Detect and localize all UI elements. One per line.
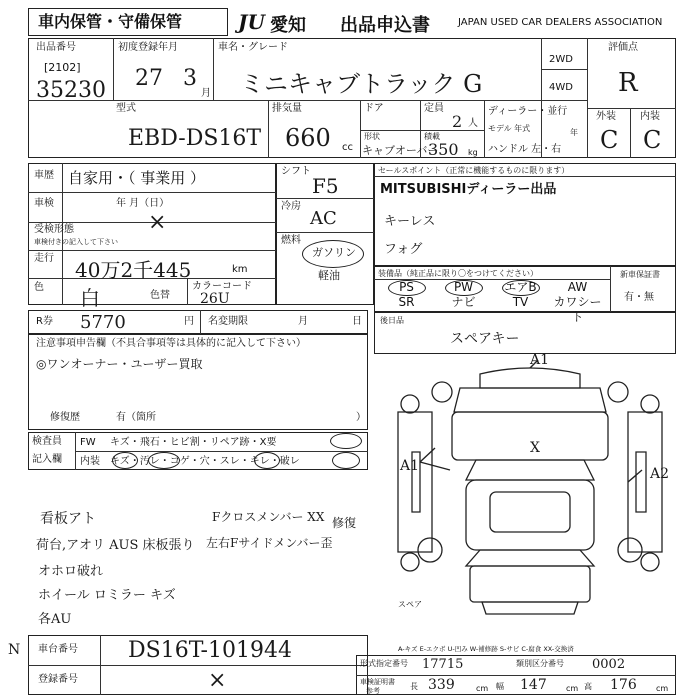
- color-code: 26U: [200, 291, 230, 307]
- form-title: 出品申込書: [340, 15, 430, 36]
- n-mark: N: [8, 642, 21, 658]
- chassis-label: 車台番号: [38, 644, 78, 655]
- model-label: 型式: [116, 103, 136, 114]
- regnum-value: ×: [208, 668, 227, 693]
- car-name: ミニキャブトラック G: [240, 70, 483, 98]
- interior-grade: C: [643, 126, 662, 154]
- damage-mark-center: X: [530, 440, 540, 456]
- damage-mark-right: A2: [650, 466, 670, 482]
- fuel-gasoline: ガソリン: [312, 246, 356, 259]
- cert-label: 車検証明書: [360, 678, 395, 686]
- remark-2: 荷台,アオリ AUS 床板張り: [36, 538, 195, 553]
- remark-5: 各AU: [38, 612, 72, 627]
- damage-mark-left: A1: [400, 458, 420, 474]
- notes-title: 注意事項申告欄（不具合事項等は具体的に記入して下さい）: [36, 338, 306, 349]
- shift-label: シフト: [281, 166, 311, 177]
- handle-label: ハンドル 左・右: [488, 144, 562, 155]
- fuel-label: 燃料: [281, 235, 301, 246]
- drive-4wd: 4WD: [549, 82, 573, 93]
- shape-value: キャブオーバー: [362, 144, 439, 157]
- interior-label: 内装: [640, 111, 660, 122]
- load-value: 350: [428, 140, 459, 159]
- damage-mark-top: A1: [530, 352, 550, 368]
- equipment-item: AW: [567, 280, 588, 294]
- chassis-value: DS16T-101944: [128, 638, 292, 663]
- ref-label: 参考: [366, 687, 380, 695]
- recycle-row: [28, 310, 368, 334]
- equipment-item: エアB: [504, 280, 537, 294]
- recycle-label: R券: [36, 316, 53, 327]
- remark-right-note: 修復: [332, 516, 357, 530]
- class-value: 0002: [592, 657, 626, 672]
- car-diagram: [380, 352, 676, 630]
- damage-legend: A-キズ E-エクボ U-凹み W-補修跡 S-サビ C-腐食 XX-交換済: [398, 645, 574, 653]
- inspection-label: 車検: [34, 198, 54, 209]
- lot-label: 出品番号: [36, 42, 76, 53]
- recycle-yen: 円: [184, 316, 194, 327]
- color-value: 白: [80, 286, 100, 310]
- mileage-label: 走行: [34, 253, 54, 264]
- inspector-row2-tag: 内装: [80, 456, 100, 467]
- capacity-unit: 人: [468, 118, 478, 129]
- equipment-circle: [502, 280, 540, 296]
- length-value: 339: [428, 677, 455, 693]
- remark-3: オホロ破れ: [38, 564, 104, 579]
- color-label: 色: [34, 282, 44, 293]
- drive-2wd: 2WD: [549, 54, 573, 65]
- capacity-label: 定員: [424, 103, 444, 114]
- cc-unit: cc: [342, 142, 353, 153]
- equipment-title: 装備品（純正品に限り〇をつけてください）: [378, 269, 538, 278]
- ju-logo: JU: [238, 10, 265, 34]
- type-value: 17715: [422, 657, 464, 672]
- first-reg-label: 初度登録年月: [118, 42, 178, 53]
- inspector-row2: キズ・汚レ・コゲ・穴・スレ・キレ・破レ: [110, 456, 300, 467]
- width-unit: cm: [566, 684, 579, 693]
- height-label: 高: [584, 682, 592, 691]
- repair-value: 有（箇所: [116, 412, 156, 423]
- receipt-note: 車検付きの記入して下さい: [34, 238, 118, 246]
- equipment-item: PW: [453, 280, 474, 294]
- warranty-label: 新車保証書: [620, 270, 660, 279]
- after-items-box: [374, 312, 676, 354]
- remark-1: 看板アト: [40, 511, 96, 527]
- equipment-item: PS: [399, 280, 414, 294]
- ac-label: 冷房: [281, 201, 301, 212]
- inspector-row1-tag: FW: [80, 437, 96, 448]
- height-unit: cm: [656, 684, 669, 693]
- width-label: 幅: [496, 682, 504, 691]
- lot-sub: [2102]: [44, 61, 81, 74]
- load-label: 積載: [424, 132, 440, 141]
- reg-month: 3: [183, 66, 197, 91]
- class-label: 類別区分番号: [516, 659, 564, 668]
- height-value: 176: [610, 677, 637, 693]
- equipment-item: SR: [398, 295, 415, 309]
- color-code-label: カラーコード: [192, 281, 252, 292]
- exterior-label: 外装: [596, 111, 616, 122]
- fuel-light-oil: 軽油: [318, 269, 340, 282]
- width-value: 147: [520, 677, 547, 693]
- exterior-grade: C: [600, 126, 619, 154]
- length-label: 長: [410, 682, 418, 691]
- warranty-value: 有・無: [624, 292, 654, 303]
- receipt-label: 受検形態: [34, 224, 74, 235]
- sales-keyless: キーレス: [384, 214, 436, 229]
- shape-label: 形状: [364, 132, 380, 141]
- eval-score: R: [618, 68, 638, 98]
- org-name: 愛知: [270, 15, 306, 36]
- history-value: 自家用・（ 事業用 ）: [68, 169, 206, 187]
- ac-value: AC: [310, 208, 337, 229]
- lot-number: 35230: [36, 78, 106, 103]
- model-code: EBD-DS16T: [128, 126, 262, 151]
- model-year-label: モデル 年式: [488, 124, 531, 133]
- eval-label: 評価点: [608, 42, 638, 53]
- repair-close: ）: [356, 412, 366, 423]
- length-unit: cm: [476, 684, 489, 693]
- km-unit: km: [232, 264, 248, 275]
- repair-label: 修復歴: [50, 412, 80, 423]
- inspector-label-2: 記入欄: [32, 454, 62, 465]
- spare-label: スペア: [398, 600, 422, 609]
- equipment-item: カワシート: [553, 295, 602, 324]
- kg-unit: kg: [468, 148, 478, 157]
- inspector-label-1: 検査員: [32, 436, 62, 447]
- inspection-mark: ×: [148, 210, 167, 235]
- dealer-label: ディーラー・並行: [488, 106, 568, 117]
- displacement-label: 排気量: [272, 103, 302, 114]
- remark-right-1: Fクロスメンバー XX: [212, 510, 325, 524]
- after-label: 後日品: [380, 316, 404, 325]
- remark-right-2: 左右Fサイドメンバー歪: [206, 536, 333, 550]
- name-grade-label: 車名・グレード: [218, 42, 288, 53]
- sales-title: セールスポイント（正常に機能するものに限ります）: [378, 166, 570, 175]
- displacement: 660: [285, 124, 331, 152]
- equipment-circle: [388, 280, 426, 296]
- capacity: 2: [452, 112, 463, 131]
- equipment-circle: [445, 280, 483, 296]
- regnum-label: 登録番号: [38, 674, 78, 685]
- name-change-month: 月: [298, 316, 308, 327]
- month-unit: 月: [201, 88, 211, 99]
- year-unit: 年: [570, 128, 578, 137]
- equipment-item: ナビ: [451, 295, 476, 309]
- remark-4: ホイール ロミラー キズ: [38, 588, 176, 603]
- reg-year: 27: [135, 66, 163, 91]
- inspector-row1: キズ・飛石・ヒビ割・リペア跡・X要: [110, 437, 277, 448]
- sales-dealer: MITSUBISHIディーラー出品: [380, 182, 557, 197]
- name-change-label: 名変期限: [208, 316, 248, 327]
- inspection-value: 年 月（日）: [116, 198, 170, 209]
- color-swap-label: 色替: [150, 290, 170, 301]
- sales-fog: フォグ: [384, 242, 423, 257]
- type-label: 形式指定番号: [360, 659, 408, 668]
- history-label: 車歴: [34, 170, 54, 181]
- shift-value: F5: [312, 174, 339, 198]
- recycle-amount: 5770: [80, 312, 126, 333]
- mileage-value: 40万2千445: [75, 258, 192, 282]
- door-label: ドア: [364, 103, 384, 114]
- after-value: スペアキー: [450, 331, 520, 347]
- notes-entry: ◎ワンオーナー・ユーザー買取: [36, 357, 203, 371]
- equipment-item: TV: [512, 295, 529, 309]
- storage-label: 車内保管・守備保管: [38, 12, 183, 31]
- name-change-day: 日: [352, 316, 362, 327]
- association-name: JAPAN USED CAR DEALERS ASSOCIATION: [458, 17, 663, 28]
